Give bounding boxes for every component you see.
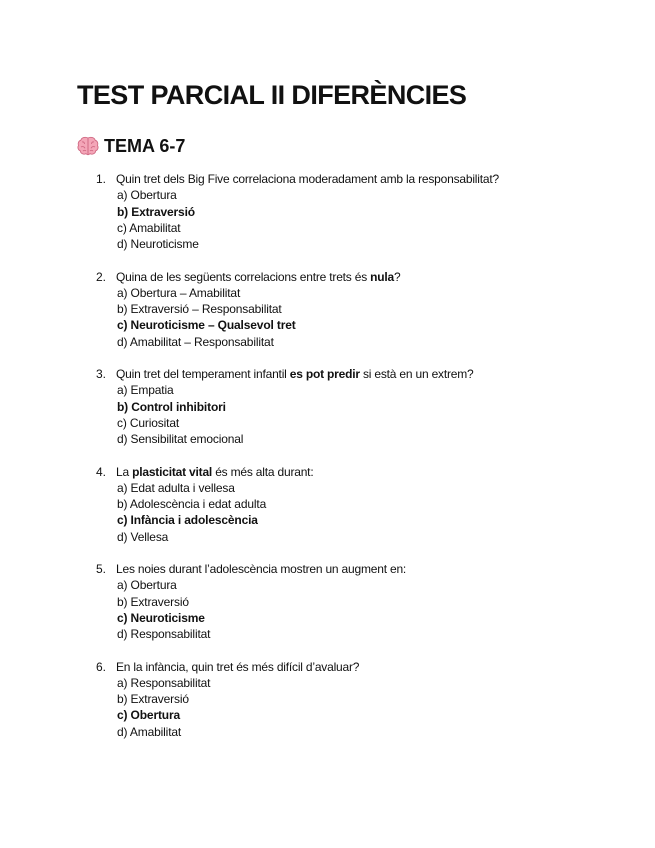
question-text <box>116 659 359 675</box>
answer-option-correct: c) Neuroticisme <box>117 610 205 625</box>
answer-option: d) Sensibilitat emocional <box>117 432 244 447</box>
answer-option: a) Obertura <box>117 578 177 593</box>
answer-option-correct: b) Extraversió <box>117 204 195 219</box>
question-text-part: Quin tret del temperament infantil <box>116 367 290 381</box>
answer-options <box>117 187 199 252</box>
question-number: 4. <box>96 464 107 479</box>
question-text-part: Les noies durant l’adolescència mostren un augment en: <box>116 562 407 576</box>
question-text-part: Quina de les següents correlacions entre trets és <box>116 269 371 284</box>
answer-option-correct: c) Neuroticisme – Qualsevol tret <box>117 318 296 333</box>
section-heading <box>77 134 185 158</box>
question-item <box>0 659 655 757</box>
answer-option: b) Extraversió – Responsabilitat <box>117 302 282 317</box>
question-item <box>0 171 655 269</box>
answer-option: d) Neuroticisme <box>117 237 199 252</box>
answer-option-correct: c) Infància i adolescència <box>117 513 258 528</box>
question-number: 2. <box>96 269 107 284</box>
answer-option: a) Responsabilitat <box>117 675 211 690</box>
question-text-emphasis: nula <box>370 269 395 284</box>
question-text-part: ? <box>394 269 401 284</box>
question-text-part: En la infància, quin tret és més difícil d’avaluar? <box>116 659 360 674</box>
answer-option: a) Obertura <box>117 188 177 203</box>
answer-options <box>117 480 266 545</box>
question-item <box>0 464 655 562</box>
answer-option: d) Amabilitat <box>117 724 182 739</box>
answer-option: d) Amabilitat – Responsabilitat <box>117 334 274 349</box>
question-item <box>0 269 655 367</box>
question-item <box>0 561 655 659</box>
question-text <box>116 171 499 187</box>
question-text <box>116 561 406 577</box>
answer-option: c) Curiositat <box>117 415 180 430</box>
brain-icon <box>77 136 99 156</box>
question-text-part: si està en un extrem? <box>359 367 474 381</box>
answer-option: a) Edat adulta i vellesa <box>117 480 235 495</box>
question-number: 3. <box>96 367 107 381</box>
question-list <box>0 171 655 756</box>
document-title: TEST PARCIAL II DIFERÈNCIES <box>77 80 467 110</box>
answer-option-correct: b) Control inhibitori <box>117 399 226 414</box>
answer-option: b) Extraversió <box>117 692 189 707</box>
question-text <box>116 269 401 285</box>
answer-option: a) Obertura – Amabilitat <box>117 285 241 300</box>
answer-options <box>117 675 210 740</box>
question-text-emphasis: plasticitat vital <box>132 464 213 479</box>
answer-option: d) Responsabilitat <box>117 627 211 642</box>
question-number: 1. <box>96 172 107 186</box>
answer-option: c) Amabilitat <box>117 220 181 235</box>
answer-options <box>117 382 243 447</box>
section-label: TEMA 6-7 <box>104 136 186 156</box>
answer-options <box>117 285 296 350</box>
answer-option: d) Vellesa <box>117 529 169 544</box>
answer-option-correct: c) Obertura <box>117 708 181 723</box>
question-number: 5. <box>96 562 107 576</box>
question-text-part: La <box>116 464 133 479</box>
question-text <box>116 366 474 382</box>
question-number: 6. <box>96 659 107 674</box>
question-item <box>0 366 655 464</box>
question-text-emphasis: es pot predir <box>289 367 360 381</box>
answer-option: b) Adolescència i edat adulta <box>117 497 267 512</box>
answer-options <box>117 577 210 642</box>
question-text <box>116 464 313 480</box>
answer-option: a) Empatia <box>117 383 174 398</box>
question-text-part: és més alta durant: <box>212 464 314 479</box>
answer-option: b) Extraversió <box>117 594 189 609</box>
question-text-part: Quin tret dels Big Five correlaciona moderadament amb la responsabilitat? <box>116 172 499 186</box>
